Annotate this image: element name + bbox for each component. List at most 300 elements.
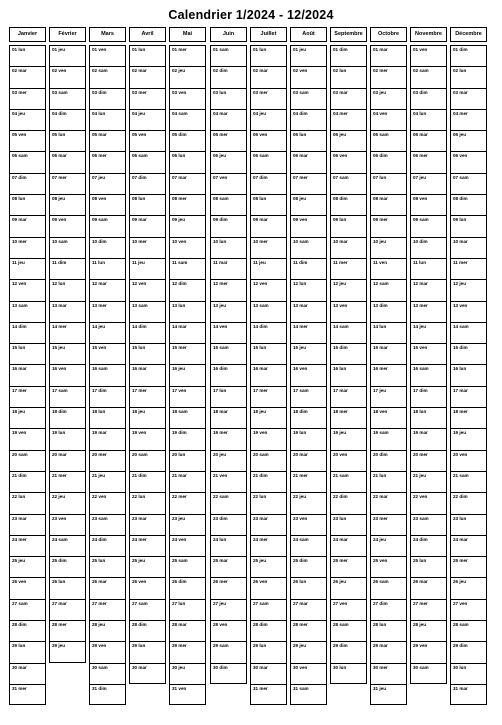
day-cell xyxy=(371,493,406,514)
day-cell xyxy=(291,600,326,621)
day-cell xyxy=(291,408,326,429)
day-cell xyxy=(451,67,486,88)
day-cell xyxy=(251,152,286,173)
day-label: 21 sam xyxy=(453,472,469,478)
day-label: 28 sam xyxy=(333,622,349,628)
day-cell xyxy=(411,387,446,408)
day-label: 19 ven xyxy=(132,430,147,436)
day-label: 05 ven xyxy=(253,132,268,138)
day-cell xyxy=(411,216,446,237)
day-cell xyxy=(331,152,366,173)
day-cell xyxy=(411,302,446,323)
month-column xyxy=(169,45,206,705)
day-label: 28 lun xyxy=(373,622,387,628)
day-label: 29 mar xyxy=(373,643,388,649)
day-cell xyxy=(371,557,406,578)
day-cell xyxy=(10,600,45,621)
day-label: 21 mer xyxy=(52,472,67,478)
day-label: 16 lun xyxy=(453,366,467,372)
day-cell xyxy=(371,302,406,323)
month-header: Novembre xyxy=(410,27,447,42)
day-cell xyxy=(371,89,406,110)
day-cell xyxy=(331,323,366,344)
day-label: 23 mar xyxy=(132,515,147,521)
day-label: 31 jeu xyxy=(373,685,387,691)
day-label: 03 sam xyxy=(52,89,68,95)
day-cell xyxy=(50,174,85,195)
day-cell xyxy=(371,195,406,216)
day-label: 25 jeu xyxy=(253,558,267,564)
day-label: 26 mer xyxy=(213,579,228,585)
day-label: 31 sam xyxy=(293,685,309,691)
day-cell xyxy=(90,451,125,472)
day-label: 23 lun xyxy=(333,515,347,521)
day-cell xyxy=(211,536,246,557)
day-label: 21 mer xyxy=(293,472,308,478)
day-label: 03 sam xyxy=(293,89,309,95)
day-cell xyxy=(291,365,326,386)
day-label: 28 dim xyxy=(253,622,268,628)
day-cell xyxy=(411,578,446,599)
day-cell xyxy=(50,216,85,237)
day-label: 14 mer xyxy=(293,323,308,329)
day-label: 14 lun xyxy=(373,323,387,329)
day-label: 21 jeu xyxy=(413,472,427,478)
day-cell xyxy=(211,152,246,173)
day-cell xyxy=(371,515,406,536)
day-cell xyxy=(90,578,125,599)
day-label: 05 lun xyxy=(52,132,66,138)
day-label: 18 mar xyxy=(213,409,228,415)
day-label: 10 dim xyxy=(413,238,428,244)
month-column xyxy=(370,45,407,705)
day-label: 07 jeu xyxy=(413,174,427,180)
day-cell xyxy=(251,429,286,450)
day-label: 15 sam xyxy=(213,345,229,351)
day-cell xyxy=(411,195,446,216)
day-cell xyxy=(451,238,486,259)
day-label: 07 mar xyxy=(172,174,187,180)
day-cell xyxy=(90,302,125,323)
day-cell xyxy=(170,578,205,599)
month-column xyxy=(210,45,247,684)
day-label: 27 jeu xyxy=(213,600,227,606)
day-cell xyxy=(411,429,446,450)
day-cell xyxy=(10,302,45,323)
day-label: 20 mar xyxy=(52,451,67,457)
day-label: 07 sam xyxy=(333,174,349,180)
day-cell xyxy=(130,46,165,67)
day-cell xyxy=(331,408,366,429)
day-cell xyxy=(130,259,165,280)
day-label: 19 sam xyxy=(373,430,389,436)
day-label: 02 mar xyxy=(253,68,268,74)
month-column xyxy=(450,45,487,705)
day-label: 16 mer xyxy=(373,366,388,372)
day-label: 12 ven xyxy=(132,281,147,287)
day-cell xyxy=(411,67,446,88)
day-cell xyxy=(50,323,85,344)
day-cell xyxy=(130,451,165,472)
day-label: 04 lun xyxy=(92,110,106,116)
day-label: 05 sam xyxy=(373,132,389,138)
day-label: 11 dim xyxy=(293,259,308,265)
day-cell xyxy=(170,451,205,472)
day-cell xyxy=(170,472,205,493)
day-label: 05 mar xyxy=(413,132,428,138)
day-cell xyxy=(451,664,486,685)
day-label: 28 sam xyxy=(453,622,469,628)
day-label: 23 ven xyxy=(293,515,308,521)
day-label: 12 jeu xyxy=(453,281,467,287)
day-label: 09 mar xyxy=(132,217,147,223)
day-cell xyxy=(291,89,326,110)
day-cell xyxy=(130,302,165,323)
day-cell xyxy=(331,46,366,67)
day-cell xyxy=(371,323,406,344)
day-cell xyxy=(291,302,326,323)
day-cell xyxy=(371,685,406,705)
day-label: 27 lun xyxy=(172,600,186,606)
day-cell xyxy=(170,515,205,536)
day-label: 29 lun xyxy=(12,643,26,649)
day-label: 24 mer xyxy=(132,536,147,542)
day-label: 13 mer xyxy=(413,302,428,308)
day-cell xyxy=(130,195,165,216)
day-cell xyxy=(211,131,246,152)
day-cell xyxy=(211,621,246,642)
day-label: 20 sam xyxy=(132,451,148,457)
day-label: 06 mar xyxy=(293,153,308,159)
day-cell xyxy=(451,536,486,557)
day-label: 04 dim xyxy=(52,110,67,116)
day-label: 19 ven xyxy=(253,430,268,436)
day-cell xyxy=(251,685,286,705)
day-label: 02 ven xyxy=(52,68,67,74)
day-cell xyxy=(291,472,326,493)
day-cell xyxy=(411,238,446,259)
day-cell xyxy=(411,642,446,663)
day-label: 13 ven xyxy=(453,302,468,308)
day-cell xyxy=(411,131,446,152)
day-cell xyxy=(371,238,406,259)
day-cell xyxy=(170,387,205,408)
day-label: 02 ven xyxy=(293,68,308,74)
day-cell xyxy=(90,67,125,88)
day-label: 01 lun xyxy=(12,47,26,52)
day-label: 06 mar xyxy=(52,153,67,159)
day-cell xyxy=(451,89,486,110)
day-cell xyxy=(50,46,85,67)
day-label: 05 jeu xyxy=(453,132,467,138)
day-cell xyxy=(211,89,246,110)
day-cell xyxy=(130,642,165,663)
day-cell xyxy=(10,472,45,493)
day-label: 26 ven xyxy=(132,579,147,585)
day-label: 13 dim xyxy=(373,302,388,308)
day-cell xyxy=(211,578,246,599)
day-label: 12 dim xyxy=(172,281,187,287)
day-label: 14 jeu xyxy=(92,323,106,329)
day-label: 18 mer xyxy=(453,409,468,415)
day-label: 06 sam xyxy=(12,153,28,159)
day-cell xyxy=(170,259,205,280)
day-label: 18 jeu xyxy=(253,409,267,415)
day-label: 15 jeu xyxy=(52,345,66,351)
day-cell xyxy=(10,387,45,408)
month-header: Février xyxy=(49,27,86,42)
day-cell xyxy=(130,536,165,557)
day-cell xyxy=(211,67,246,88)
day-label: 03 dim xyxy=(92,89,107,95)
day-label: 12 sam xyxy=(373,281,389,287)
day-label: 06 ven xyxy=(453,153,468,159)
day-cell xyxy=(130,152,165,173)
day-label: 04 sam xyxy=(172,110,188,116)
day-cell xyxy=(331,387,366,408)
day-cell xyxy=(451,472,486,493)
day-cell xyxy=(451,302,486,323)
day-cell xyxy=(251,110,286,131)
day-label: 03 mar xyxy=(333,89,348,95)
day-cell xyxy=(170,344,205,365)
day-cell xyxy=(331,110,366,131)
day-label: 01 jeu xyxy=(293,47,307,52)
day-cell xyxy=(170,152,205,173)
day-label: 11 mar xyxy=(213,259,228,265)
day-label: 06 jeu xyxy=(213,153,227,159)
day-label: 05 ven xyxy=(132,132,147,138)
day-cell xyxy=(371,152,406,173)
day-cell xyxy=(411,621,446,642)
day-cell xyxy=(10,621,45,642)
day-cell xyxy=(411,152,446,173)
day-cell xyxy=(50,152,85,173)
day-label: 02 sam xyxy=(413,68,429,74)
day-cell xyxy=(331,238,366,259)
day-label: 22 ven xyxy=(92,494,107,500)
day-cell xyxy=(371,174,406,195)
day-cell xyxy=(50,515,85,536)
day-cell xyxy=(211,302,246,323)
day-cell xyxy=(451,131,486,152)
day-label: 10 mer xyxy=(12,238,27,244)
day-label: 11 mer xyxy=(333,259,348,265)
day-label: 04 jeu xyxy=(12,110,26,116)
day-cell xyxy=(251,557,286,578)
day-cell xyxy=(10,89,45,110)
day-cell xyxy=(130,216,165,237)
day-cell xyxy=(411,493,446,514)
day-cell xyxy=(291,152,326,173)
day-cell xyxy=(211,515,246,536)
day-cell xyxy=(50,600,85,621)
day-cell xyxy=(130,557,165,578)
day-cell xyxy=(371,578,406,599)
day-cell xyxy=(251,621,286,642)
day-label: 06 sam xyxy=(253,153,269,159)
day-label: 07 ven xyxy=(213,174,228,180)
day-cell xyxy=(130,515,165,536)
day-label: 06 sam xyxy=(132,153,148,159)
day-label: 12 lun xyxy=(293,281,307,287)
day-label: 08 lun xyxy=(253,196,267,202)
month-column xyxy=(49,45,86,663)
day-label: 29 lun xyxy=(253,643,267,649)
day-label: 17 mer xyxy=(253,387,268,393)
day-label: 03 mer xyxy=(132,89,147,95)
month-header: Mai xyxy=(169,27,206,42)
day-label: 19 ven xyxy=(12,430,27,436)
day-label: 23 mar xyxy=(12,515,27,521)
day-cell xyxy=(50,557,85,578)
day-cell xyxy=(411,472,446,493)
day-label: 13 lun xyxy=(172,302,186,308)
day-label: 24 mar xyxy=(333,536,348,542)
day-label: 17 mer xyxy=(132,387,147,393)
day-cell xyxy=(451,685,486,705)
day-cell xyxy=(331,259,366,280)
day-cell xyxy=(10,238,45,259)
day-cell xyxy=(90,89,125,110)
day-label: 14 dim xyxy=(12,323,27,329)
day-cell xyxy=(451,216,486,237)
day-cell xyxy=(211,408,246,429)
day-label: 26 dim xyxy=(172,579,187,585)
day-cell xyxy=(331,493,366,514)
day-cell xyxy=(371,365,406,386)
day-cell xyxy=(170,174,205,195)
day-cell xyxy=(331,578,366,599)
calendar-title: Calendrier 1/2024 - 12/2024 xyxy=(168,8,334,22)
day-label: 11 sam xyxy=(172,259,188,265)
day-label: 07 dim xyxy=(12,174,27,180)
day-label: 24 ven xyxy=(172,536,187,542)
day-cell xyxy=(451,515,486,536)
day-label: 27 mer xyxy=(92,600,107,606)
day-label: 09 jeu xyxy=(172,217,186,223)
day-cell xyxy=(251,472,286,493)
day-label: 18 lun xyxy=(92,409,106,415)
day-cell xyxy=(211,472,246,493)
day-cell xyxy=(291,344,326,365)
day-label: 29 jeu xyxy=(293,643,307,649)
day-label: 01 ven xyxy=(92,47,107,52)
day-cell xyxy=(291,451,326,472)
day-label: 07 mer xyxy=(52,174,67,180)
day-label: 15 mer xyxy=(172,345,187,351)
day-cell xyxy=(90,174,125,195)
day-label: 27 sam xyxy=(253,600,269,606)
day-label: 18 ven xyxy=(373,409,388,415)
day-cell xyxy=(90,365,125,386)
day-cell xyxy=(291,131,326,152)
day-cell xyxy=(170,46,205,67)
day-cell xyxy=(211,259,246,280)
day-cell xyxy=(130,621,165,642)
day-cell xyxy=(50,344,85,365)
day-cell xyxy=(251,344,286,365)
day-label: 19 lun xyxy=(52,430,66,436)
day-cell xyxy=(371,451,406,472)
day-cell xyxy=(371,387,406,408)
day-label: 28 dim xyxy=(132,622,147,628)
day-cell xyxy=(331,451,366,472)
day-label: 15 mar xyxy=(373,345,388,351)
day-cell xyxy=(10,152,45,173)
day-cell xyxy=(50,451,85,472)
day-cell xyxy=(291,195,326,216)
day-cell xyxy=(90,195,125,216)
day-label: 26 mar xyxy=(92,579,107,585)
day-cell xyxy=(130,578,165,599)
day-label: 01 mer xyxy=(172,47,187,52)
day-cell xyxy=(371,600,406,621)
day-label: 30 ven xyxy=(293,664,308,670)
day-label: 17 mar xyxy=(453,387,468,393)
day-label: 09 mar xyxy=(253,217,268,223)
day-label: 29 lun xyxy=(132,643,146,649)
day-cell xyxy=(50,89,85,110)
day-label: 28 dim xyxy=(12,622,27,628)
day-label: 02 lun xyxy=(333,68,347,74)
day-cell xyxy=(90,472,125,493)
day-label: 09 dim xyxy=(213,217,228,223)
day-cell xyxy=(211,238,246,259)
day-label: 10 mer xyxy=(253,238,268,244)
day-label: 31 dim xyxy=(92,685,107,691)
day-label: 21 lun xyxy=(373,472,387,478)
day-cell xyxy=(90,621,125,642)
month-header: Janvier xyxy=(9,27,46,42)
day-cell xyxy=(331,600,366,621)
day-cell xyxy=(10,110,45,131)
day-label: 13 jeu xyxy=(213,302,227,308)
day-label: 10 dim xyxy=(92,238,107,244)
day-cell xyxy=(130,600,165,621)
day-cell xyxy=(90,280,125,301)
day-label: 30 mer xyxy=(373,664,388,670)
day-cell xyxy=(130,323,165,344)
month-header: Décembre xyxy=(450,27,487,42)
day-cell xyxy=(251,578,286,599)
day-label: 10 mar xyxy=(333,238,348,244)
day-cell xyxy=(170,302,205,323)
day-label: 20 mer xyxy=(413,451,428,457)
day-cell xyxy=(170,365,205,386)
day-label: 06 lun xyxy=(172,153,186,159)
day-cell xyxy=(130,67,165,88)
day-cell xyxy=(90,110,125,131)
day-cell xyxy=(331,67,366,88)
day-label: 16 ven xyxy=(52,366,67,372)
day-label: 14 mer xyxy=(52,323,67,329)
day-label: 21 jeu xyxy=(92,472,106,478)
day-label: 24 sam xyxy=(52,536,68,542)
day-label: 24 lun xyxy=(213,536,227,542)
day-label: 09 lun xyxy=(453,217,467,223)
day-label: 06 dim xyxy=(373,153,388,159)
day-cell xyxy=(451,344,486,365)
day-label: 09 ven xyxy=(293,217,308,223)
day-label: 26 ven xyxy=(12,579,27,585)
day-label: 04 mer xyxy=(453,110,468,116)
day-cell xyxy=(211,195,246,216)
day-cell xyxy=(331,216,366,237)
day-label: 18 jeu xyxy=(132,409,146,415)
day-label: 05 mer xyxy=(213,132,228,138)
day-label: 04 jeu xyxy=(132,110,146,116)
